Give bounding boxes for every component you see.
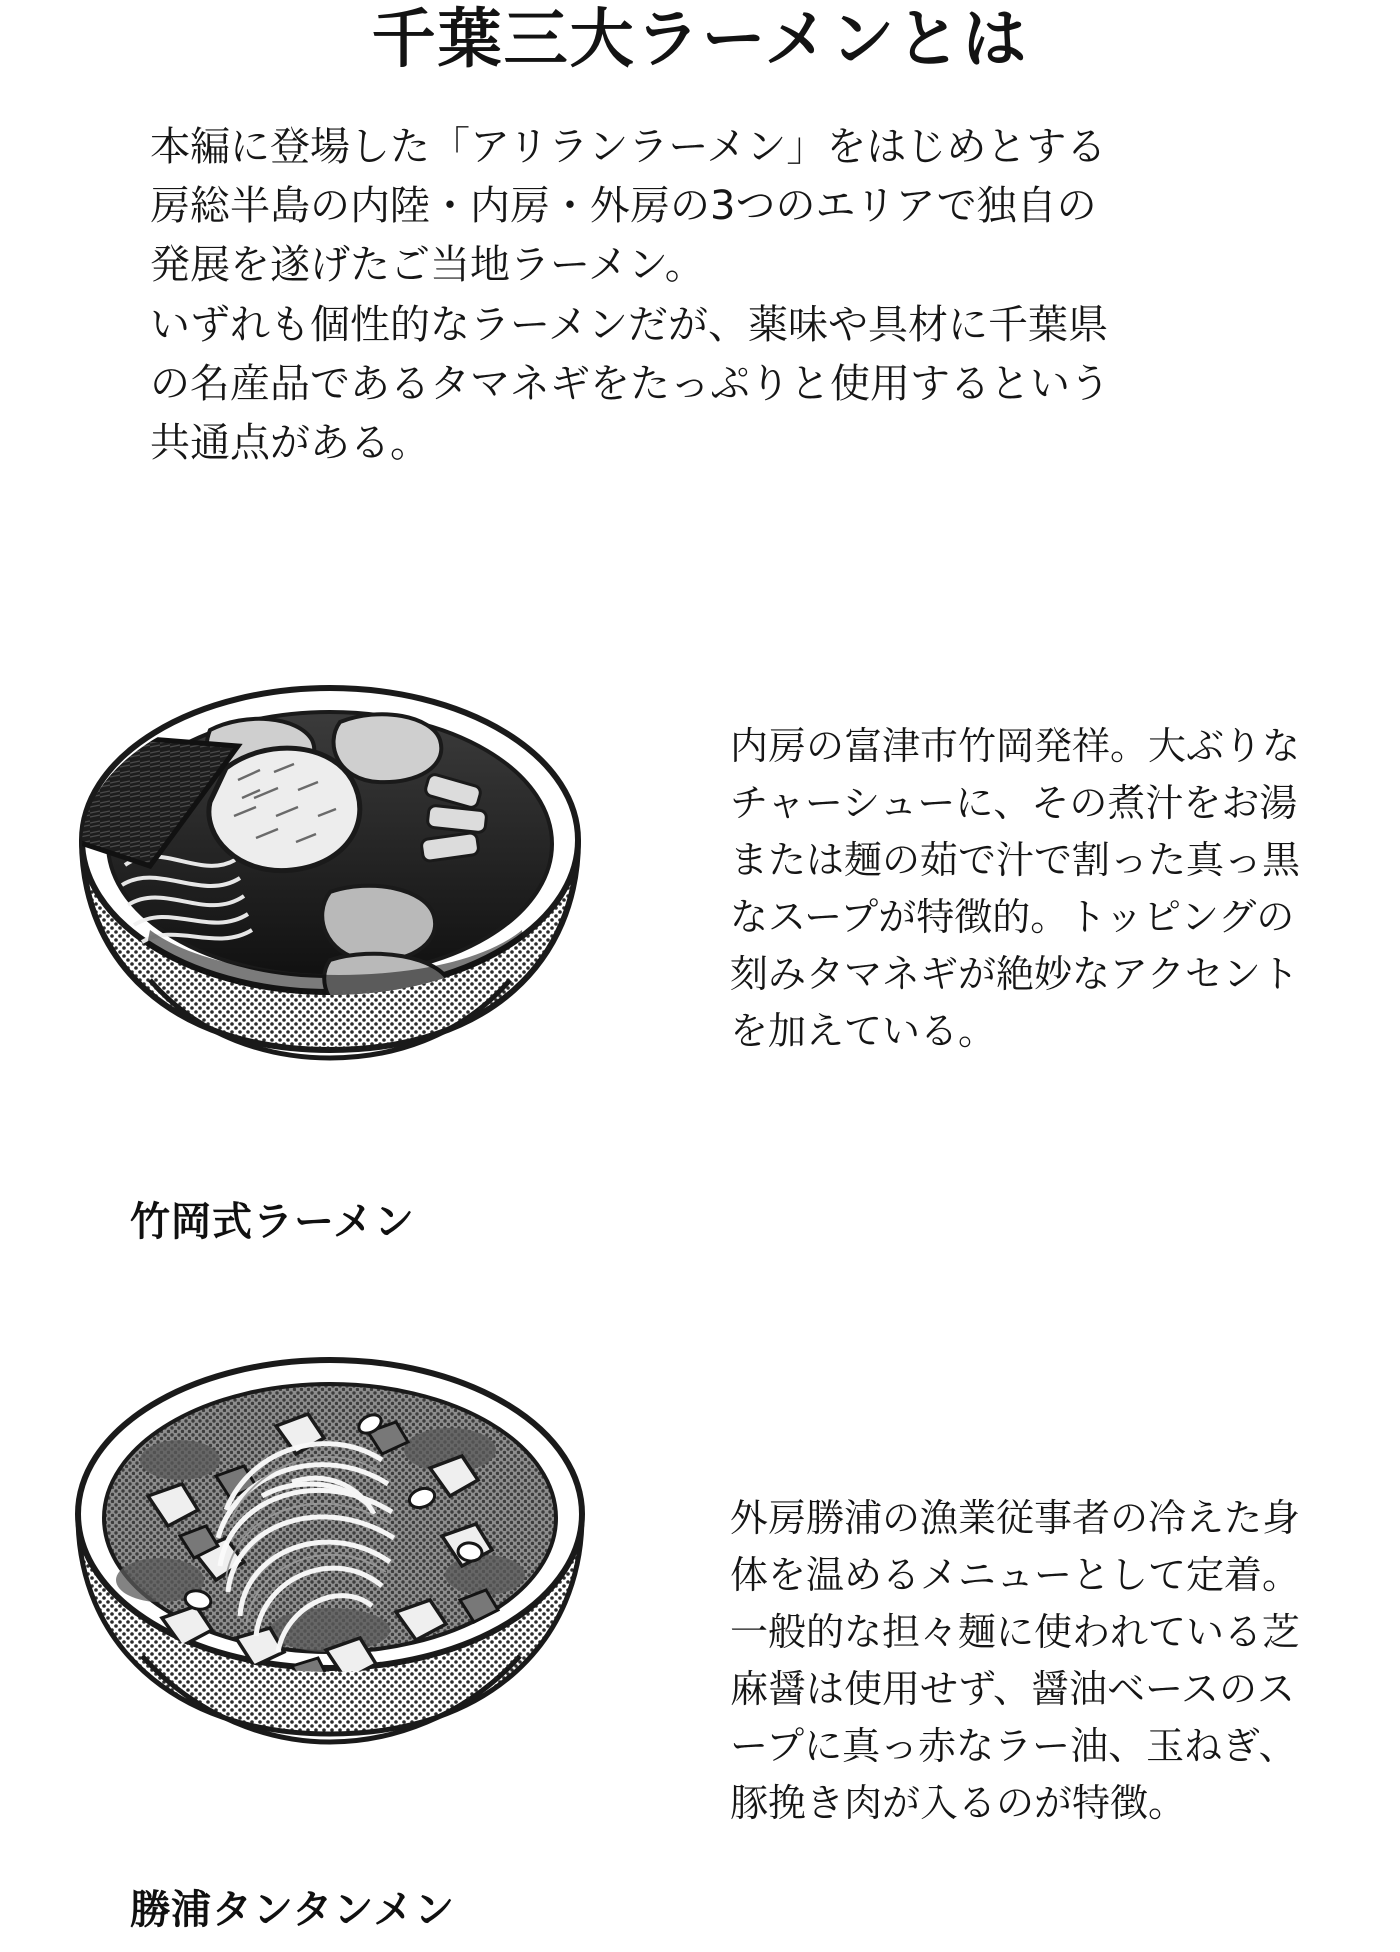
intro-line: 本編に登場した「アリランラーメン」をはじめとする — [150, 124, 1107, 170]
description-takeoka — [730, 718, 1390, 1060]
description-line: 豚挽き肉が入るのが特徴。 — [730, 1781, 1187, 1825]
description-katsuura — [730, 1490, 1390, 1832]
description-line: チャーシューに、その煮汁をお湯 — [730, 781, 1298, 825]
intro-line: 発展を遂げたご当地ラーメン。 — [150, 242, 705, 289]
description-line: ープに真っ赤なラー油、玉ねぎ、 — [730, 1724, 1297, 1768]
intro-line: 房総半島の内陸・内房・外房の3つのエリアで独自の — [150, 183, 1097, 230]
caption-katsuura: 勝浦タンタンメン — [130, 1887, 456, 1933]
description-line: 刻みタマネギが絶妙なアクセント — [730, 952, 1299, 996]
description-line: 一般的な担々麺に使われている芝 — [730, 1610, 1301, 1654]
ramen-bowl-icon — [30, 1300, 670, 1840]
intro-paragraph — [150, 118, 1310, 473]
ramen-bowl-icon — [30, 630, 670, 1150]
caption-takeoka: 竹岡式ラーメン — [130, 1199, 415, 1245]
page-title: 千葉三大ラーメンとは — [371, 3, 1029, 77]
description-line: 体を温めるメニューとして定着。 — [730, 1553, 1301, 1597]
description-line: なスープが特徴的。トッピングの — [730, 895, 1295, 939]
section-takeoka — [0, 630, 1400, 1250]
description-line: を加えている。 — [730, 1009, 997, 1053]
description-line: 麻醤は使用せず、醤油ベースのス — [730, 1667, 1296, 1711]
section-katsuura — [0, 1300, 1400, 1940]
description-line: 内房の富津市竹岡発祥。大ぶりな — [730, 724, 1301, 768]
katsuura-ramen-illustration — [30, 1300, 670, 1820]
description-line: 外房勝浦の漁業従事者の冷えた身 — [730, 1496, 1301, 1540]
description-line: または麺の茹で汁で割った真っ黒 — [730, 838, 1301, 882]
intro-line: の名産品であるタマネギをたっぷりと使用するという — [150, 360, 1110, 407]
takeoka-ramen-illustration — [30, 630, 670, 1150]
intro-line: いずれも個性的なラーメンだが、薬味や具材に千葉県 — [150, 301, 1108, 348]
intro-line: 共通点がある。 — [150, 419, 430, 466]
